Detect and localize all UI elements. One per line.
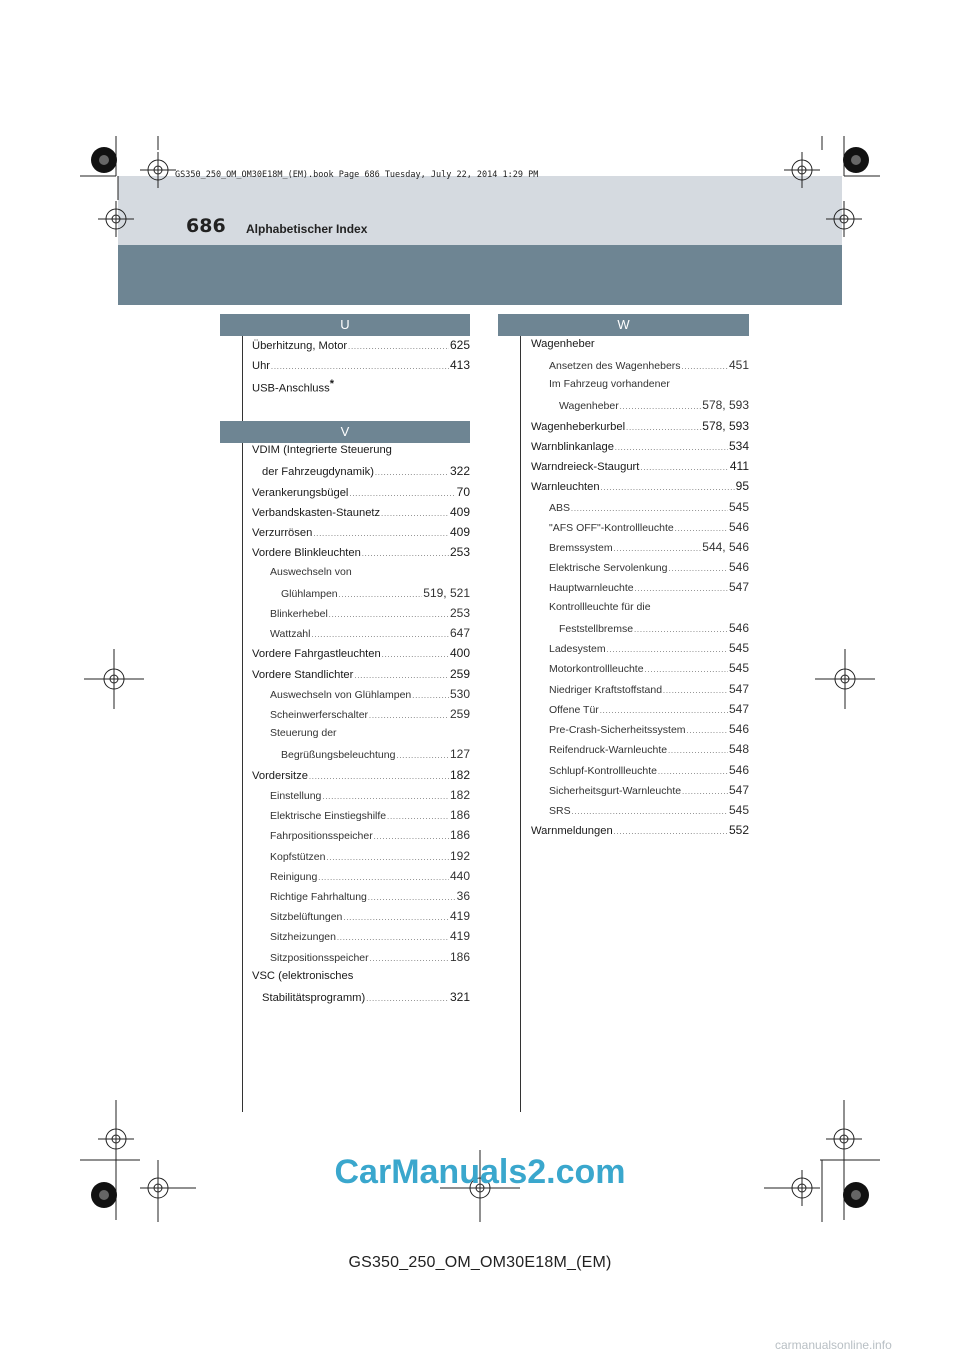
index-subentry[interactable]: Schlupf-Kontrollleuchte ..... 546: [549, 763, 749, 783]
page-ref: 547: [728, 783, 749, 797]
index-entry: Wagenheber: [531, 338, 595, 350]
page-ref: 419: [449, 929, 470, 943]
page-ref: 36: [456, 889, 470, 903]
page-ref: 578, 593: [702, 398, 749, 412]
index-subentry[interactable]: "AFS OFF"-Kontrollleuchte ..... 546: [549, 520, 749, 540]
index-subentry[interactable]: Kopfstützen ..... 192: [270, 849, 470, 869]
index-subentry[interactable]: Auswechseln von Glühlampen ..... 530: [270, 687, 470, 707]
index-subentry[interactable]: Elektrische Servolenkung ..... 546: [549, 560, 749, 580]
page-ref: 186: [449, 950, 470, 964]
page-ref: 409: [449, 505, 470, 519]
index-subentry[interactable]: Niedriger Kraftstoffstand ..... 547: [549, 682, 749, 702]
index-subentry[interactable]: Pre-Crash-Sicherheitssystem ..... 546: [549, 722, 749, 742]
index-entry[interactable]: Warnleuchten ..... 95: [531, 479, 749, 499]
index-subentry[interactable]: Einstellung ..... 182: [270, 788, 470, 808]
index-entry[interactable]: Vordersitze ..... 182: [252, 768, 470, 788]
index-subentry[interactable]: Motorkontrollleuchte ..... 545: [549, 661, 749, 681]
index-entry[interactable]: Verbandskasten-Staunetz ..... 409: [252, 505, 470, 525]
page-ref: 552: [728, 823, 749, 837]
index-entry[interactable]: der Fahrzeugdynamik) ..... 322: [262, 464, 470, 484]
index-subentry[interactable]: Ladesystem ..... 545: [549, 641, 749, 661]
index-entry[interactable]: Warndreieck-Staugurt ..... 411: [531, 459, 749, 479]
page-ref: 411: [729, 459, 749, 473]
index-entry: VDIM (Integrierte Steuerung: [252, 444, 392, 456]
page-ref: 545: [728, 661, 749, 675]
index-entry[interactable]: Verzurrösen ..... 409: [252, 525, 470, 545]
page-ref: 409: [449, 525, 470, 539]
page-number: 686: [186, 215, 226, 237]
page-ref: 545: [728, 641, 749, 655]
page-ref: 321: [449, 990, 470, 1004]
page-ref: 182: [449, 768, 470, 782]
page-ref: 546: [728, 763, 749, 777]
page-ref: 547: [728, 702, 749, 716]
index-subentry[interactable]: Glühlampen ..... 519, 521: [281, 586, 470, 606]
index-subentry[interactable]: Elektrische Einstiegshilfe ..... 186: [270, 808, 470, 828]
page-ref: 419: [449, 909, 470, 923]
index-subentry[interactable]: Bremssystem ..... 544, 546: [549, 540, 749, 560]
index-entry[interactable]: Uhr ..... 413: [252, 358, 470, 378]
index-subentry[interactable]: SRS ..... 545: [549, 803, 749, 823]
index-entry[interactable]: USB-Anschluss*: [252, 378, 334, 395]
index-entry[interactable]: Vordere Blinkleuchten ..... 253: [252, 545, 470, 565]
page-ref: 186: [449, 808, 470, 822]
index-entry[interactable]: Warnblinkanlage ..... 534: [531, 439, 749, 459]
index-subentry: Steuerung der: [270, 727, 337, 739]
page-ref: 546: [728, 560, 749, 574]
index-subentry[interactable]: Sitzheizungen ..... 419: [270, 929, 470, 949]
index-subentry[interactable]: Offene Tür ..... 547: [549, 702, 749, 722]
index-entry[interactable]: Verankerungsbügel ..... 70: [252, 485, 470, 505]
page-ref: 546: [728, 722, 749, 736]
index-entry[interactable]: Vordere Fahrgastleuchten ..... 400: [252, 646, 470, 666]
page-ref: 547: [728, 682, 749, 696]
index-subentry[interactable]: Blinkerhebel ..... 253: [270, 606, 470, 626]
section-title: Alphabetischer Index: [246, 222, 368, 236]
index-subentry: Im Fahrzeug vorhandener: [549, 378, 670, 390]
index-subentry[interactable]: Begrüßungsbeleuchtung ..... 127: [281, 747, 470, 767]
index-subentry[interactable]: Feststellbremse ..... 546: [559, 621, 749, 641]
page-ref: 400: [449, 646, 470, 660]
site-footer: carmanualsonline.info: [775, 1338, 892, 1352]
page-ref: 548: [728, 742, 749, 756]
page-ref: 578, 593: [702, 419, 749, 433]
index-subentry[interactable]: Richtige Fahrhaltung ..... 36: [270, 889, 470, 909]
watermark-logo: CarManuals2.com: [334, 1153, 626, 1191]
page-ref: 545: [728, 803, 749, 817]
index-subentry[interactable]: Reinigung ..... 440: [270, 869, 470, 889]
index-subentry: Kontrollleuchte für die: [549, 601, 651, 613]
index-entry[interactable]: Vordere Standlichter ..... 259: [252, 667, 470, 687]
index-subentry[interactable]: Ansetzen des Wagenhebers ..... 451: [549, 358, 749, 378]
page-ref: 259: [449, 707, 470, 721]
page-ref: 534: [728, 439, 749, 453]
page-ref: 519, 521: [423, 586, 470, 600]
index-entry[interactable]: Wagenheberkurbel ..... 578, 593: [531, 419, 749, 439]
index-subentry[interactable]: Wagenheber ..... 578, 593: [559, 398, 749, 418]
index-entry: VSC (elektronisches: [252, 970, 354, 982]
page-ref: 544, 546: [702, 540, 749, 554]
page-ref: 95: [735, 479, 749, 493]
index-subentry[interactable]: Sitzbelüftungen ..... 419: [270, 909, 470, 929]
page-ref: 253: [449, 606, 470, 620]
page-ref: 451: [728, 358, 749, 372]
index-subentry[interactable]: Scheinwerferschalter ..... 259: [270, 707, 470, 727]
book-info-line: GS350_250_OM_OM30E18M_(EM).book Page 686 Tuesday, July 22, 2014 1:29 PM: [175, 170, 539, 180]
index-entry[interactable]: Warnmeldungen ..... 552: [531, 823, 749, 843]
page-ref: 625: [449, 338, 470, 352]
page-ref: 647: [449, 626, 470, 640]
page-ref: 182: [449, 788, 470, 802]
index-subentry[interactable]: Fahrpositionsspeicher ..... 186: [270, 828, 470, 848]
index-entry[interactable]: Stabilitätsprogramm) ..... 321: [262, 990, 470, 1010]
index-subentry: Auswechseln von: [270, 566, 352, 578]
page-ref: 547: [728, 580, 749, 594]
index-subentry[interactable]: Sitzpositionsspeicher ..... 186: [270, 950, 470, 970]
page-ref: 530: [449, 687, 470, 701]
page-ref: 546: [728, 621, 749, 635]
index-subentry[interactable]: Hauptwarnleuchte ..... 547: [549, 580, 749, 600]
page-ref: 546: [728, 520, 749, 534]
page-ref: 413: [449, 358, 470, 372]
page-ref: 192: [449, 849, 470, 863]
index-subentry[interactable]: Wattzahl ..... 647: [270, 626, 470, 646]
page-ref: 545: [728, 500, 749, 514]
page-ref: 259: [449, 667, 470, 681]
page-ref: 440: [449, 869, 470, 883]
page-ref: 70: [456, 485, 470, 499]
letter-heading-v: V: [220, 421, 470, 443]
index-subentry[interactable]: Sicherheitsgurt-Warnleuchte ..... 547: [549, 783, 749, 803]
model-code: GS350_250_OM_OM30E18M_(EM): [348, 1254, 612, 1271]
page-ref: 127: [449, 747, 470, 761]
page-ref: 322: [449, 464, 470, 478]
letter-heading-w: W: [498, 314, 749, 336]
letter-heading-u: U: [220, 314, 470, 336]
page-ref: 186: [449, 828, 470, 842]
index-entry[interactable]: Überhitzung, Motor ..... 625: [252, 338, 470, 358]
index-subentry[interactable]: ABS ..... 545: [549, 500, 749, 520]
footnote-star: *: [329, 378, 334, 390]
page-ref: 253: [449, 545, 470, 559]
index-subentry[interactable]: Reifendruck-Warnleuchte ..... 548: [549, 742, 749, 762]
